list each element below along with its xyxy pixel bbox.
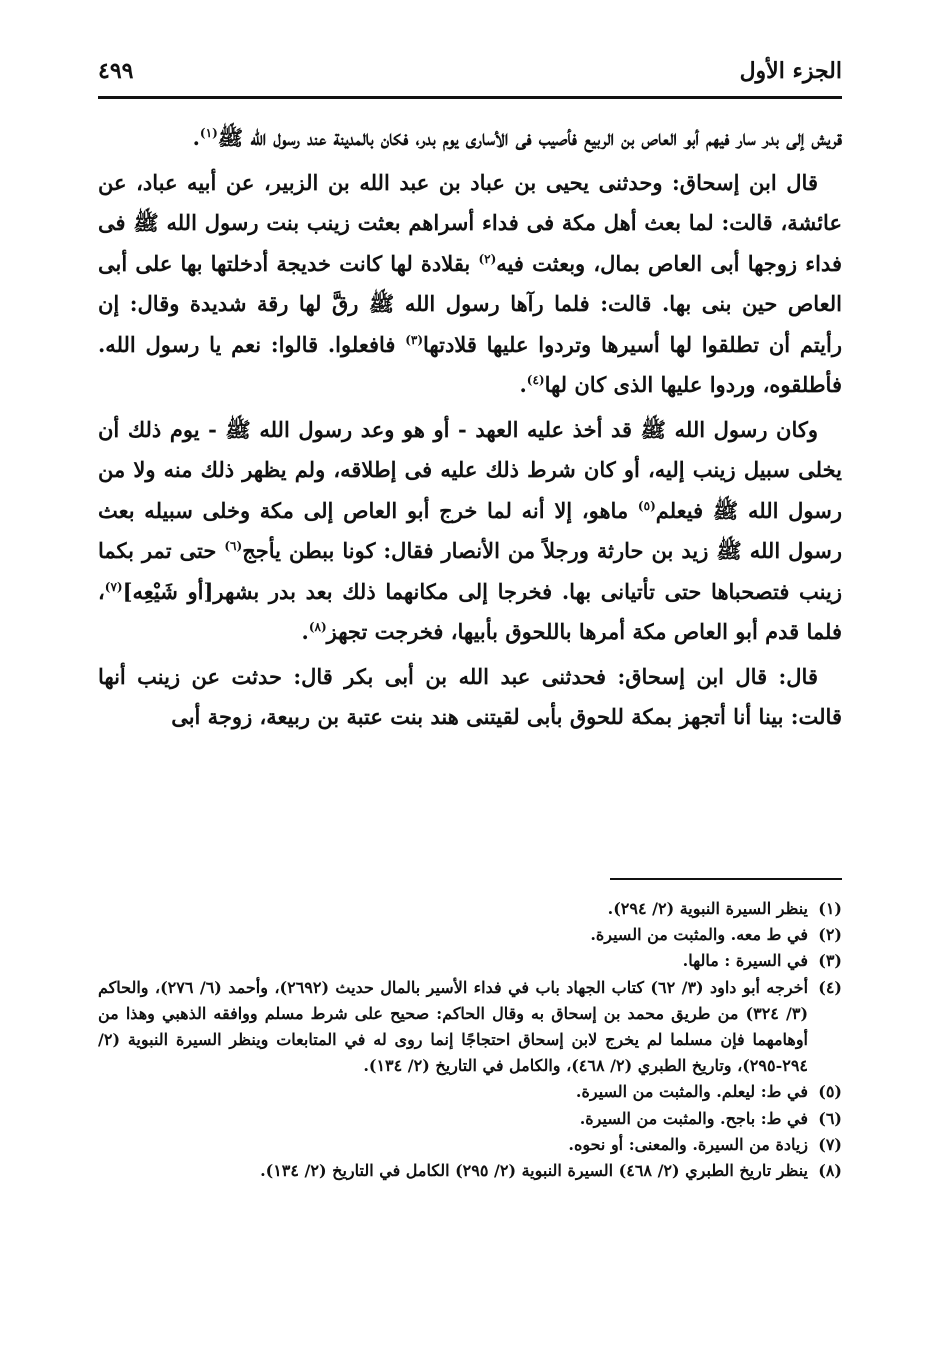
paragraph-text: ، فلما قدم أبو العاص مكة أمرها باللحوق بأبيها، فخرجت تجهز <box>98 578 842 644</box>
footnote-3 <box>98 948 842 974</box>
footnote-ref: (١) <box>199 126 218 140</box>
paragraph-3 <box>98 410 842 653</box>
footnote-ref: (٥) <box>637 498 656 513</box>
footnote-number: (٥) <box>818 1082 842 1102</box>
footnote-text: في ط: باجح. والمثبت من السيرة. <box>579 1108 808 1128</box>
paragraph-text: فافعلوا. قالوا: نعم يا رسول الله. فأطلقوه، وردوا عليها الذى كان لها <box>98 331 842 397</box>
footnote-text: ينظر السيرة النبوية (٢/ ٢٩٤). <box>607 899 808 918</box>
footnote-number: (٧) <box>818 1134 842 1154</box>
footnote-6 <box>98 1106 842 1132</box>
footnote-ref: (٣) <box>405 332 424 347</box>
footnote-number: (٤) <box>818 977 842 997</box>
paragraph-text: قال: قال ابن إسحاق: فحدثنى عبد الله بن أبى بكر قال: حدثت عن زينب أنها قالت: بينا أنا أتجهز بمكة للحوق بأبى لقيتنى هند بنت عتبة بن ربيعة، زوجة أبى <box>98 663 842 729</box>
footnote-2 <box>98 922 842 948</box>
footnote-number: (٦) <box>818 1108 842 1128</box>
header-rule <box>98 96 842 99</box>
footnote-number: (٨) <box>818 1161 842 1181</box>
footnote-number: (٣) <box>818 951 842 971</box>
footnote-ref: (٨) <box>308 620 327 634</box>
footnote-8 <box>98 1158 842 1184</box>
footnote-ref: (٧) <box>104 579 123 594</box>
volume-title: الجزء الأول <box>739 58 842 84</box>
footnote-text: في ط معه. والمثبت من السيرة. <box>590 925 808 945</box>
main-text <box>98 118 842 742</box>
paragraph-text: حتى تمر بكما زينب فتصحباها حتى تأتيانى بها. فخرجا إلى مكانهما ذلك بعد بدر بشهر[أو شَيْعِه] <box>98 538 842 604</box>
page-header <box>98 52 842 92</box>
paragraph-1 <box>98 118 842 159</box>
footnote-text: أخرجه أبو داود (٣/ ٦٢) كتاب الجهاد باب في فداء الأسير بالمال حديث (٢٦٩٢)، وأحمد (٦/ ٢٧٦)، والحاكم (٣/ ٣٢٤) من طريق محمد بن إسحاق به وقال الحاكم: صحيح على شرط مسلم ووافقه الذهبي وهذا من أوهامهما فإن مسلما لم يخرج لابن إسحاق احتجاجًا إنما روى له في المتابعات وينظر السيرة النبوية (٢/ ٢٩٤-٢٩٥)، وتاريخ الطبري (٢/ ٤٦٨)، والكامل في التاريخ (٢/ ١٣٤). <box>98 977 809 1076</box>
paragraph-tail: . <box>519 372 527 397</box>
footnote-number: (٢) <box>818 925 842 945</box>
paragraph-2 <box>98 163 842 406</box>
footnote-7 <box>98 1132 842 1158</box>
footnote-text: ينظر تاريخ الطبري (٢/ ٤٦٨) السيرة النبوية (٢/ ٢٩٥) الكامل في التاريخ (٢/ ١٣٤). <box>260 1161 808 1181</box>
paragraph-text: وكان رسول الله ﷺ قد أخذ عليه العهد - أو هو وعد رسول الله ﷺ - يوم ذلك أن يخلى سبيل زينب إليه، أو كان شرط ذلك عليه فى إطلاقه، ولم يظهر ذلك منه ولا من رسول الله ﷺ فيعلم <box>98 416 842 523</box>
footnote-text: في السيرة : مالها. <box>682 951 808 971</box>
paragraph-tail: . <box>192 125 200 150</box>
paragraph-text: قريش إلى بدر سار فيهم أبو العاص بن الربيع فأصيب فى الأسارى يوم بدر، فكان بالمدينة عند رسول الله ﷺ <box>217 125 842 150</box>
footnote-text: زيادة من السيرة. والمعنى: أو نحوه. <box>568 1134 808 1154</box>
footnote-ref: (٦) <box>224 539 243 553</box>
footnote-4 <box>98 975 842 1080</box>
footnote-5 <box>98 1079 842 1105</box>
page-number: ٤٩٩ <box>98 58 134 84</box>
footnote-separator <box>610 878 842 880</box>
footnote-ref: (٤) <box>526 373 545 387</box>
paragraph-text: قال ابن إسحاق: وحدثنى يحيى بن عباد بن عبد الله بن الزبير، عن أبيه عباد، عن عائشة، قالت: لما بعث أهل مكة فى فداء أسراهم بعثت زينب بنت رسول الله ﷺ فى فداء زوجها أبى العاص بمال، وبعثت فيه <box>98 169 842 276</box>
footnote-ref: (٢) <box>478 251 497 266</box>
footnote-number: (١) <box>818 899 842 918</box>
paragraph-tail: . <box>301 619 309 644</box>
paragraph-4 <box>98 657 842 738</box>
paragraph-text: ماهو، إلا أنه لما خرج أبو العاص إلى مكة وخلى سبيله بعث رسول الله ﷺ زيد بن حارثة ورجلاً من الأنصار فقال: كونا ببطن يأجج <box>98 497 842 563</box>
footnotes <box>98 896 842 1184</box>
paragraph-text: بقلادة لها كانت خديجة أدخلتها بها على أبى العاص حين بنى بها. قالت: فلما رآها رسول الله ﷺ رقَّ لها رقة شديدة وقال: إن رأيتم أن تطلقوا لها أسيرها وتردوا عليها قلادتها <box>98 250 843 357</box>
footnote-1 <box>98 896 842 922</box>
footnote-text: في ط: ليعلم. والمثبت من السيرة. <box>575 1082 808 1102</box>
